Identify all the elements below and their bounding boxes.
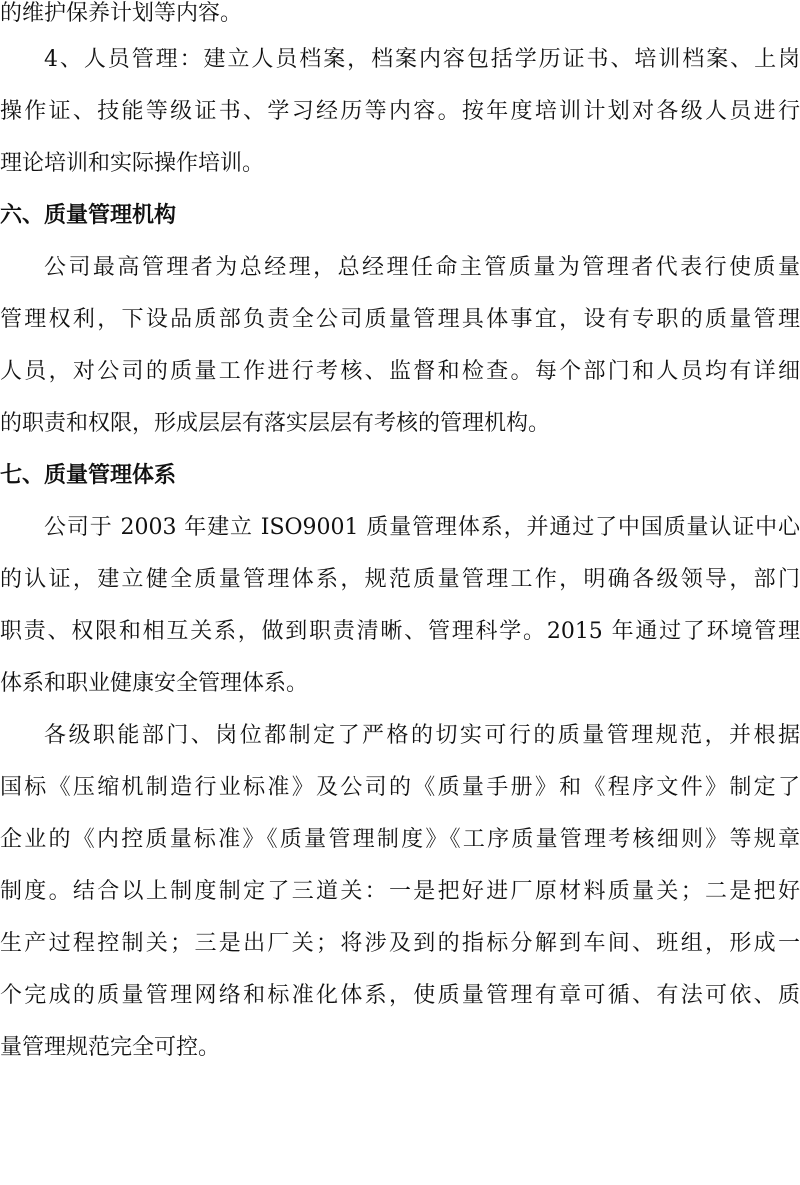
section-heading: 七、质量管理体系 <box>0 463 177 488</box>
paragraph-line: 4、人员管理：建立人员档案，档案内容包括学历证书、培训档案、上岗 <box>44 47 800 72</box>
paragraph-line: 的维护保养计划等内容。 <box>0 1 243 26</box>
paragraph-line: 量管理规范完全可控。 <box>0 1035 221 1060</box>
paragraph-line: 操作证、技能等级证书、学习经历等内容。按年度培训计划对各级人员进行 <box>0 99 800 124</box>
paragraph-line: 制度。结合以上制度制定了三道关：一是把好进厂原材料质量关；二是把好 <box>0 879 800 904</box>
paragraph-line: 公司于 2003 年建立 ISO9001 质量管理体系，并通过了中国质量认证中心 <box>44 515 800 540</box>
paragraph-line: 人员，对公司的质量工作进行考核、监督和检查。每个部门和人员均有详细 <box>0 359 800 384</box>
paragraph-line: 个完成的质量管理网络和标准化体系，使质量管理有章可循、有法可依、质 <box>0 983 800 1008</box>
paragraph-line: 的职责和权限，形成层层有落实层层有考核的管理机构。 <box>0 411 551 436</box>
paragraph-line: 职责、权限和相互关系，做到职责清晰、管理科学。2015 年通过了环境管理 <box>0 619 800 644</box>
paragraph-line: 各级职能部门、岗位都制定了严格的切实可行的质量管理规范，并根据 <box>44 723 800 748</box>
paragraph-line: 公司最高管理者为总经理，总经理任命主管质量为管理者代表行使质量 <box>44 255 800 280</box>
paragraph-line: 企业的《内控质量标准》《质量管理制度》《工序质量管理考核细则》等规章 <box>0 827 800 852</box>
paragraph-line: 国标《压缩机制造行业标准》及公司的《质量手册》和《程序文件》制定了 <box>0 775 800 800</box>
paragraph-line: 管理权利，下设品质部负责全公司质量管理具体事宜，设有专职的质量管理 <box>0 307 800 332</box>
paragraph-line: 体系和职业健康安全管理体系。 <box>0 671 309 696</box>
paragraph-line: 的认证，建立健全质量管理体系，规范质量管理工作，明确各级领导，部门 <box>0 567 800 592</box>
paragraph-line: 理论培训和实际操作培训。 <box>0 151 265 176</box>
section-heading: 六、质量管理机构 <box>0 203 177 228</box>
paragraph-line: 生产过程控制关；三是出厂关；将涉及到的指标分解到车间、班组，形成一 <box>0 931 800 956</box>
